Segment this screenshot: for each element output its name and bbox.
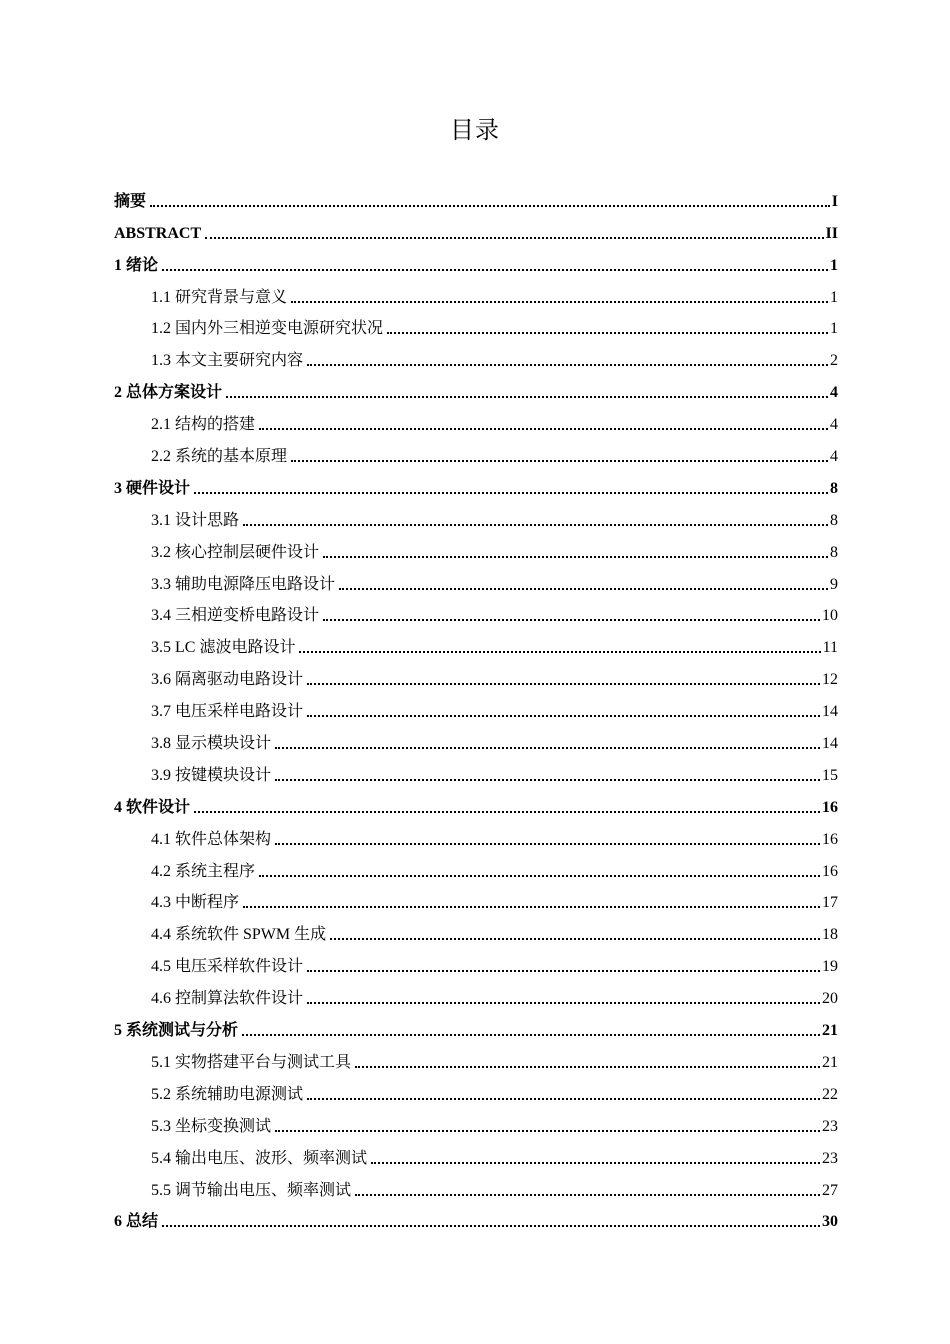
toc-chapter-entry[interactable] xyxy=(114,371,838,403)
toc-dot-leader xyxy=(259,875,820,877)
toc-page-number: 10 xyxy=(822,607,838,625)
toc-page-number: 4 xyxy=(830,384,838,402)
toc-entry-title: 1.1 研究背景与意义 xyxy=(151,288,288,306)
toc-section-entry[interactable] xyxy=(114,1137,838,1169)
toc-section-entry[interactable] xyxy=(114,658,838,690)
toc-page-number: 8 xyxy=(830,479,838,497)
toc-dot-leader xyxy=(355,1066,820,1068)
toc-section-entry[interactable] xyxy=(114,945,838,977)
toc-page-number: 4 xyxy=(830,416,838,434)
toc-dot-leader xyxy=(330,938,820,940)
toc-page-number: 30 xyxy=(822,1213,838,1231)
toc-dot-leader xyxy=(205,237,823,239)
toc-page-number: 16 xyxy=(822,862,838,880)
toc-entry-title: 3.3 辅助电源降压电路设计 xyxy=(151,575,336,593)
toc-entry-title: 1.2 国内外三相逆变电源研究状况 xyxy=(151,320,384,338)
toc-section-entry[interactable] xyxy=(114,626,838,658)
toc-entry-title: 5.4 输出电压、波形、频率测试 xyxy=(151,1149,368,1167)
toc-dot-leader xyxy=(355,1194,820,1196)
toc-entry-title: 3.5 LC 滤波电路设计 xyxy=(151,639,296,657)
toc-dot-leader xyxy=(150,205,830,207)
toc-chapter-entry[interactable] xyxy=(114,1201,838,1233)
toc-dot-leader xyxy=(307,364,828,366)
toc-entry-title: 2.2 系统的基本原理 xyxy=(151,448,288,466)
toc-page-number: 1 xyxy=(830,320,838,338)
toc-section-entry[interactable] xyxy=(114,690,838,722)
toc-page-number: 14 xyxy=(822,703,838,721)
toc-dot-leader xyxy=(291,460,828,462)
toc-dot-leader xyxy=(242,1034,820,1036)
toc-entry-title: 4.6 控制算法软件设计 xyxy=(151,990,304,1008)
toc-section-entry[interactable] xyxy=(114,276,838,308)
toc-entry-title: 4.3 中断程序 xyxy=(151,894,240,912)
toc-entry-title: 2.1 结构的搭建 xyxy=(151,416,256,434)
page-title: 目录 xyxy=(450,116,500,144)
toc-page-number: 22 xyxy=(822,1085,838,1103)
toc-page-number: 16 xyxy=(822,798,838,816)
toc-page-number: 8 xyxy=(830,511,838,529)
toc-entry-title: 3.7 电压采样电路设计 xyxy=(151,703,304,721)
toc-dot-leader xyxy=(259,428,828,430)
toc-entry-title: 1 绪论 xyxy=(114,256,159,274)
toc-dot-leader xyxy=(307,1002,820,1004)
toc-page-number: 15 xyxy=(822,766,838,784)
toc-entry-title: 3.8 显示模块设计 xyxy=(151,735,272,753)
toc-page-number: 18 xyxy=(822,926,838,944)
toc-section-entry[interactable] xyxy=(114,531,838,563)
toc-page-number: 23 xyxy=(822,1149,838,1167)
toc-entry-title: 4.5 电压采样软件设计 xyxy=(151,958,304,976)
toc-page-number: 17 xyxy=(822,894,838,912)
toc-dot-leader xyxy=(226,396,828,398)
toc-page-number: 21 xyxy=(822,1053,838,1071)
toc-dot-leader xyxy=(162,1225,820,1227)
toc-chapter-entry[interactable] xyxy=(114,467,838,499)
toc-section-entry[interactable] xyxy=(114,435,838,467)
toc-page-number: 27 xyxy=(822,1181,838,1199)
toc-entry-title: 3.9 按键模块设计 xyxy=(151,766,272,784)
toc-dot-leader xyxy=(275,747,820,749)
toc-chapter-entry[interactable] xyxy=(114,180,838,212)
toc-page-number: 11 xyxy=(822,639,838,657)
toc-dot-leader xyxy=(275,843,820,845)
table-of-contents xyxy=(114,180,838,1232)
toc-dot-leader xyxy=(307,970,820,972)
toc-dot-leader xyxy=(323,619,820,621)
toc-entry-title: 4.4 系统软件 SPWM 生成 xyxy=(151,926,327,944)
toc-page-number: 23 xyxy=(822,1117,838,1135)
toc-entry-title: 3.4 三相逆变桥电路设计 xyxy=(151,607,320,625)
toc-dot-leader xyxy=(194,492,828,494)
toc-section-entry[interactable] xyxy=(114,1105,838,1137)
toc-page-number: 21 xyxy=(822,1022,838,1040)
toc-page-number: 1 xyxy=(830,256,838,274)
toc-section-entry[interactable] xyxy=(114,499,838,531)
toc-page-number: 19 xyxy=(822,958,838,976)
toc-section-entry[interactable] xyxy=(114,722,838,754)
toc-dot-leader xyxy=(307,683,820,685)
toc-section-entry[interactable] xyxy=(114,308,838,340)
toc-section-entry[interactable] xyxy=(114,403,838,435)
toc-section-entry[interactable] xyxy=(114,818,838,850)
toc-page-number: 16 xyxy=(822,830,838,848)
toc-dot-leader xyxy=(387,332,828,334)
toc-page-number: 9 xyxy=(830,575,838,593)
toc-section-entry[interactable] xyxy=(114,1169,838,1201)
toc-page-number: 20 xyxy=(822,990,838,1008)
toc-entry-title: 1.3 本文主要研究内容 xyxy=(151,352,304,370)
toc-section-entry[interactable] xyxy=(114,850,838,882)
toc-page-number: 2 xyxy=(830,352,838,370)
toc-chapter-entry[interactable] xyxy=(114,1009,838,1041)
toc-dot-leader xyxy=(307,1098,820,1100)
toc-entry-title: 5.2 系统辅助电源测试 xyxy=(151,1085,304,1103)
toc-page-number: I xyxy=(831,192,838,210)
toc-entry-title: ABSTRACT xyxy=(114,224,202,242)
toc-dot-leader xyxy=(371,1162,820,1164)
toc-entry-title: 2 总体方案设计 xyxy=(114,384,223,402)
toc-page-number: II xyxy=(825,224,838,242)
toc-section-entry[interactable] xyxy=(114,1041,838,1073)
toc-page-number: 14 xyxy=(822,735,838,753)
toc-entry-title: 摘要 xyxy=(114,192,147,210)
toc-section-entry[interactable] xyxy=(114,754,838,786)
toc-entry-title: 5.3 坐标变换测试 xyxy=(151,1117,272,1135)
toc-entry-title: 3.2 核心控制层硬件设计 xyxy=(151,543,320,561)
toc-section-entry[interactable] xyxy=(114,882,838,914)
toc-dot-leader xyxy=(243,524,828,526)
toc-entry-title: 3.6 隔离驱动电路设计 xyxy=(151,671,304,689)
toc-entry-title: 5.1 实物搭建平台与测试工具 xyxy=(151,1053,352,1071)
toc-chapter-entry[interactable] xyxy=(114,786,838,818)
toc-dot-leader xyxy=(307,715,820,717)
toc-dot-leader xyxy=(194,811,820,813)
toc-section-entry[interactable] xyxy=(114,1073,838,1105)
toc-page-number: 4 xyxy=(830,448,838,466)
toc-entry-title: 4.2 系统主程序 xyxy=(151,862,256,880)
toc-dot-leader xyxy=(275,1130,820,1132)
toc-section-entry[interactable] xyxy=(114,913,838,945)
toc-dot-leader xyxy=(243,906,820,908)
toc-entry-title: 3 硬件设计 xyxy=(114,479,191,497)
toc-dot-leader xyxy=(291,301,828,303)
toc-dot-leader xyxy=(339,588,828,590)
toc-entry-title: 4.1 软件总体架构 xyxy=(151,830,272,848)
toc-page-number: 1 xyxy=(830,288,838,306)
toc-entry-title: 5.5 调节输出电压、频率测试 xyxy=(151,1181,352,1199)
toc-dot-leader xyxy=(299,651,820,653)
toc-entry-title: 4 软件设计 xyxy=(114,798,191,816)
toc-page-number: 8 xyxy=(830,543,838,561)
toc-chapter-entry[interactable] xyxy=(114,212,838,244)
toc-dot-leader xyxy=(323,556,828,558)
toc-entry-title: 5 系统测试与分析 xyxy=(114,1022,239,1040)
toc-chapter-entry[interactable] xyxy=(114,244,838,276)
toc-section-entry[interactable] xyxy=(114,595,838,627)
toc-page-number: 12 xyxy=(822,671,838,689)
toc-entry-title: 6 总结 xyxy=(114,1213,159,1231)
toc-dot-leader xyxy=(162,269,828,271)
toc-section-entry[interactable] xyxy=(114,563,838,595)
toc-section-entry[interactable] xyxy=(114,339,838,371)
toc-entry-title: 3.1 设计思路 xyxy=(151,511,240,529)
toc-dot-leader xyxy=(275,779,820,781)
toc-section-entry[interactable] xyxy=(114,977,838,1009)
